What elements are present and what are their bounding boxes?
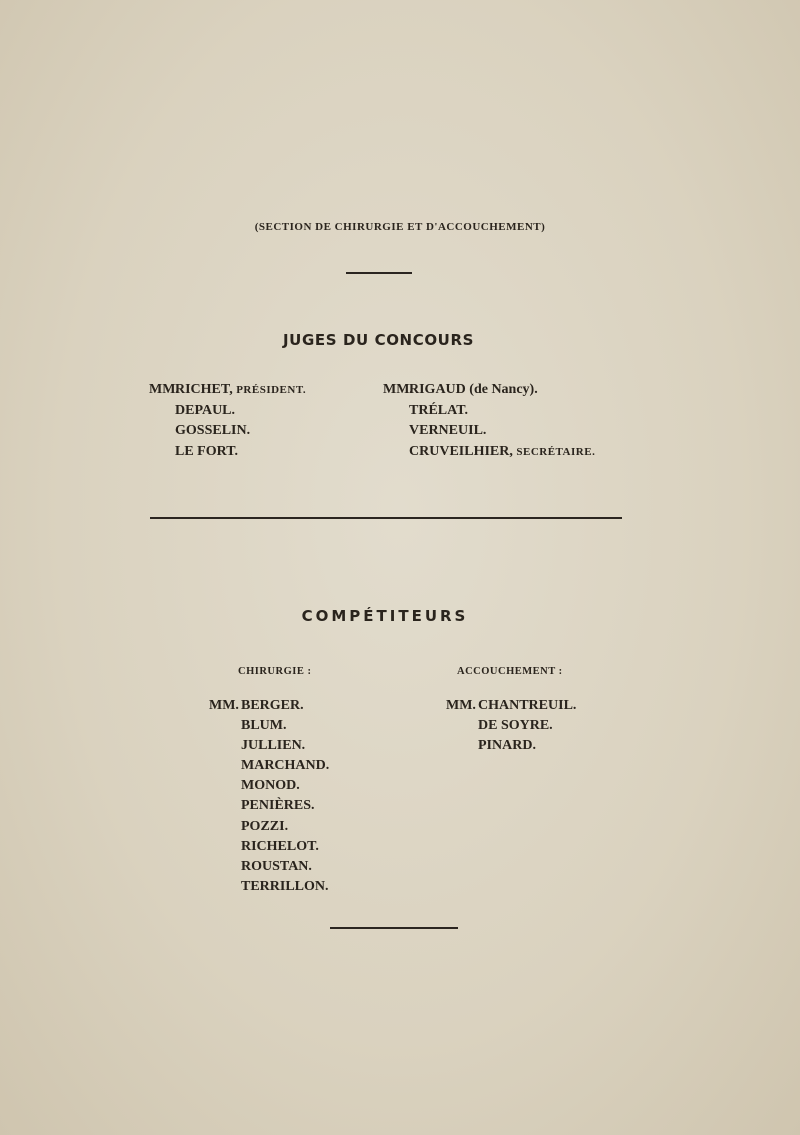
judge-entry [383,380,595,401]
mm-prefix: MM. [149,382,179,397]
competitor-name: JULLIEN. [241,738,306,754]
competitor-name: MARCHAND. [241,758,330,774]
judge-name: TRÉLAT. [409,402,468,418]
judge-entry [149,442,306,463]
divider-middle [150,517,622,519]
accouchement-label: ACCOUCHEMENT : [457,666,563,677]
judge-name: GOSSELIN. [175,423,251,438]
list-item [446,696,576,716]
competitor-name: DE SOYRE. [478,718,553,734]
chirurgie-list [209,696,329,897]
competitor-name: POZZI. [241,818,289,834]
list-item [209,877,329,897]
judge-name: RIGAUD (de Nancy). [409,382,538,397]
competiteurs-title: COMPÉTITEURS [301,607,469,625]
competitor-name: ROUSTAN. [241,858,312,874]
mm-prefix: MM. [446,698,476,713]
list-item [209,696,329,716]
list-item [209,837,329,857]
competitor-name: TERRILLON. [241,878,329,894]
judge-entry [149,401,306,422]
list-item [209,756,329,776]
divider-bottom [330,927,458,929]
judge-name: VERNEUIL. [409,423,487,438]
judge-name: LE FORT. [175,443,239,459]
competitor-name: PINARD. [478,738,536,754]
competitor-name: BLUM. [241,718,287,734]
judge-name: DEPAUL. [175,402,236,418]
list-item [209,796,329,816]
judge-entry [149,421,306,442]
judge-role: SECRÉTAIRE. [516,445,596,458]
list-item [209,857,329,877]
competitor-name: BERGER. [241,698,304,713]
judge-name: CRUVEILHIER, [409,443,513,459]
list-item [209,736,329,756]
list-item [446,716,576,736]
judges-left-list [149,380,306,462]
list-item [209,716,329,736]
divider-top [346,272,412,274]
juges-title: JUGES DU CONCOURS [283,331,475,349]
judge-entry [149,380,306,401]
competitor-name: RICHELOT. [241,838,319,854]
chirurgie-label: CHIRURGIE : [238,666,312,677]
judge-role: PRÉSIDENT. [236,384,307,396]
competitor-name: CHANTREUIL. [478,698,577,713]
mm-prefix: MM. [383,382,413,397]
competitor-name: MONOD. [241,778,300,794]
judge-entry [383,401,595,422]
competitor-name: PENIÈRES. [241,798,315,814]
judge-name: RICHET, [175,382,233,397]
list-item [446,736,576,756]
list-item [209,817,329,837]
judges-right-list [383,380,595,462]
judge-entry [383,421,595,442]
list-item [209,776,329,796]
mm-prefix: MM. [209,698,239,713]
section-header: (SECTION DE CHIRURGIE ET D'ACCOUCHEMENT) [254,221,546,233]
accouchement-list [446,696,576,756]
judge-entry [383,442,595,463]
